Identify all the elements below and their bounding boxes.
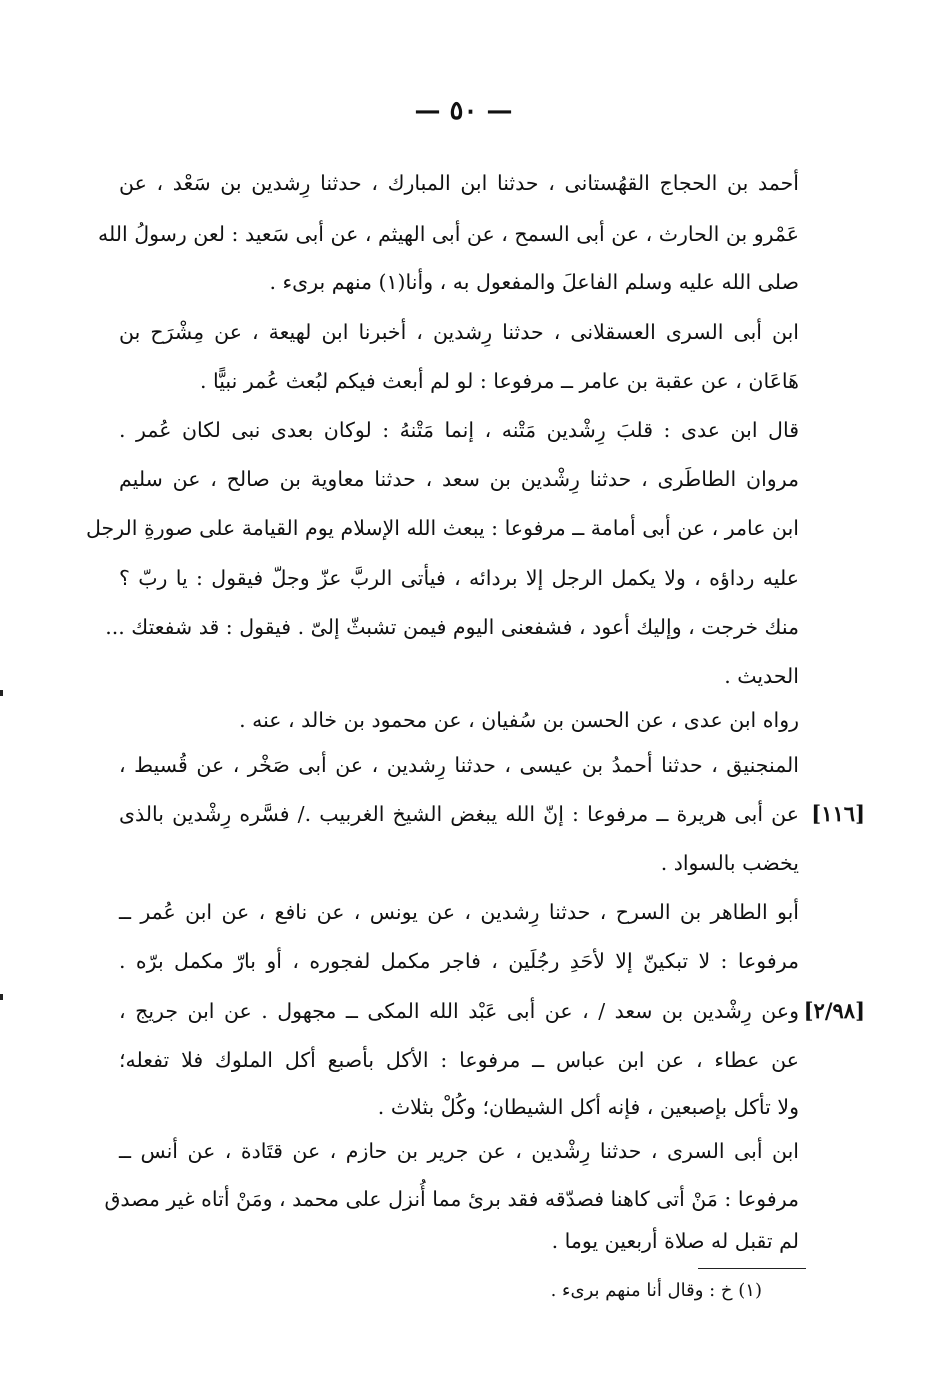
- text-line: مرفوعا : مَنْ أتى كاهنا فصدّقه فقد برئ مما أُنزل على محمد ، ومَنْ أتاه غير مصدق: [104, 1187, 799, 1211]
- text-line: عليه رداؤه ، ولا يكمل الرجل إلا بردائه ، فيأتى الربَّ عزّ وجلّ فيقول : يا ربّ ؟: [119, 566, 799, 590]
- text-line: أحمد بن الحجاج القهُستانى ، حدثنا ابن المبارك ، حدثنا رِشدين بن سَعْد ، عن: [119, 171, 799, 195]
- margin-marker-116: [١١٦]: [811, 801, 865, 826]
- text-line: الحديث .: [724, 664, 799, 688]
- text-line: ابن أبى السرى العسقلانى ، حدثنا رِشدين ، أخبرنا ابن لهيعة ، عن مِشْرَح بن: [119, 320, 799, 344]
- page-number: — ٥٠ —: [414, 96, 513, 126]
- text-line: مرفوعا : لا تبكينّ إلا لأحَدِ رجُلَين ، فاجر مكمل لفجوره ، أو بارّ مكمل برّه .: [119, 949, 799, 973]
- text-line: لم تقبل له صلاة أربعين يوما .: [551, 1229, 799, 1253]
- margin-marker-98: [٢/٩٨]: [803, 998, 865, 1023]
- text-line: المنجنيق ، حدثنا أحمدُ بن عيسى ، حدثنا رِشدين ، عن أبى صَخْر ، عن قُسيط ،: [119, 753, 799, 777]
- text-line: أبو الطاهر بن السرح ، حدثنا رِشدين ، عن يونس ، عن نافع ، عن ابن عُمر ــ: [119, 900, 799, 924]
- text-line: عَمْرو بن الحارث ، عن أبى السمح ، عن أبى الهيثم ، عن أبى سَعيد : لعن رسولُ الله: [97, 222, 799, 246]
- text-line: مروان الطاطَرى ، حدثنا رِشْدين بن سعد ، حدثنا معاوية بن صالح ، عن سليم: [119, 467, 799, 491]
- text-line: قال ابن عدى : قلبَ رِشْدين مَتْنه ، إنما مَتْنهُ : لوكان بعدى نبى لكان عُمر .: [119, 418, 799, 442]
- text-line: منك خرجت ، وإليك أعود ، فشفعنى اليوم فيمن تشبثّ إلىّ . فيقول : قد شفعتك ...: [105, 615, 799, 639]
- text-line: يخضب بالسواد .: [660, 851, 799, 875]
- footnote: (١) خ : وقال أنا منهم برىء .: [550, 1280, 762, 1301]
- text-line: عن عطاء ، عن ابن عباس ــ مرفوعا : الأكل بأصبع أكل الملوك فلا تفعله؛: [119, 1048, 799, 1072]
- text-line: رواه ابن عدى ، عن الحسن بن سُفيان ، عن محمود بن خالد ، عنه .: [239, 708, 799, 732]
- text-line: ابن أبى السرى ، حدثنا رِشْدين ، عن جرير بن حازم ، عن قتَادة ، عن أنس ــ: [119, 1139, 799, 1163]
- text-line: وعن رِشْدين بن سعد / ، عن أبى عَبْد الله المكى ــ مجهول . عن ابن جريج ،: [119, 999, 799, 1023]
- text-line: ولا تأكل بإصبعين ، فإنه أكل الشيطان؛ وكُلْ بثلاث .: [377, 1095, 799, 1119]
- scan-edge-mark: [0, 690, 3, 696]
- scan-edge-mark: [0, 994, 3, 1000]
- text-line: ابن عامر ، عن أبى أمامة ــ مرفوعا : يبعث الله الإسلام يوم القيامة على صورةِ الرجل: [86, 516, 799, 540]
- text-line: عن أبى هريرة ــ مرفوعا : إنّ الله يبغض الشيخ الغربيب ./ فسَّره رِشْدين بالذى: [119, 802, 799, 826]
- footnote-separator: [698, 1268, 806, 1269]
- text-line: صلى الله عليه وسلم الفاعلَ والمفعول به ، وأنا(١) منهم برىء .: [269, 270, 799, 294]
- text-line: هَاعَان ، عن عقبة بن عامر ــ مرفوعا : لو لم أبعث فيكم لبُعث عُمر نبيًّا .: [199, 369, 799, 393]
